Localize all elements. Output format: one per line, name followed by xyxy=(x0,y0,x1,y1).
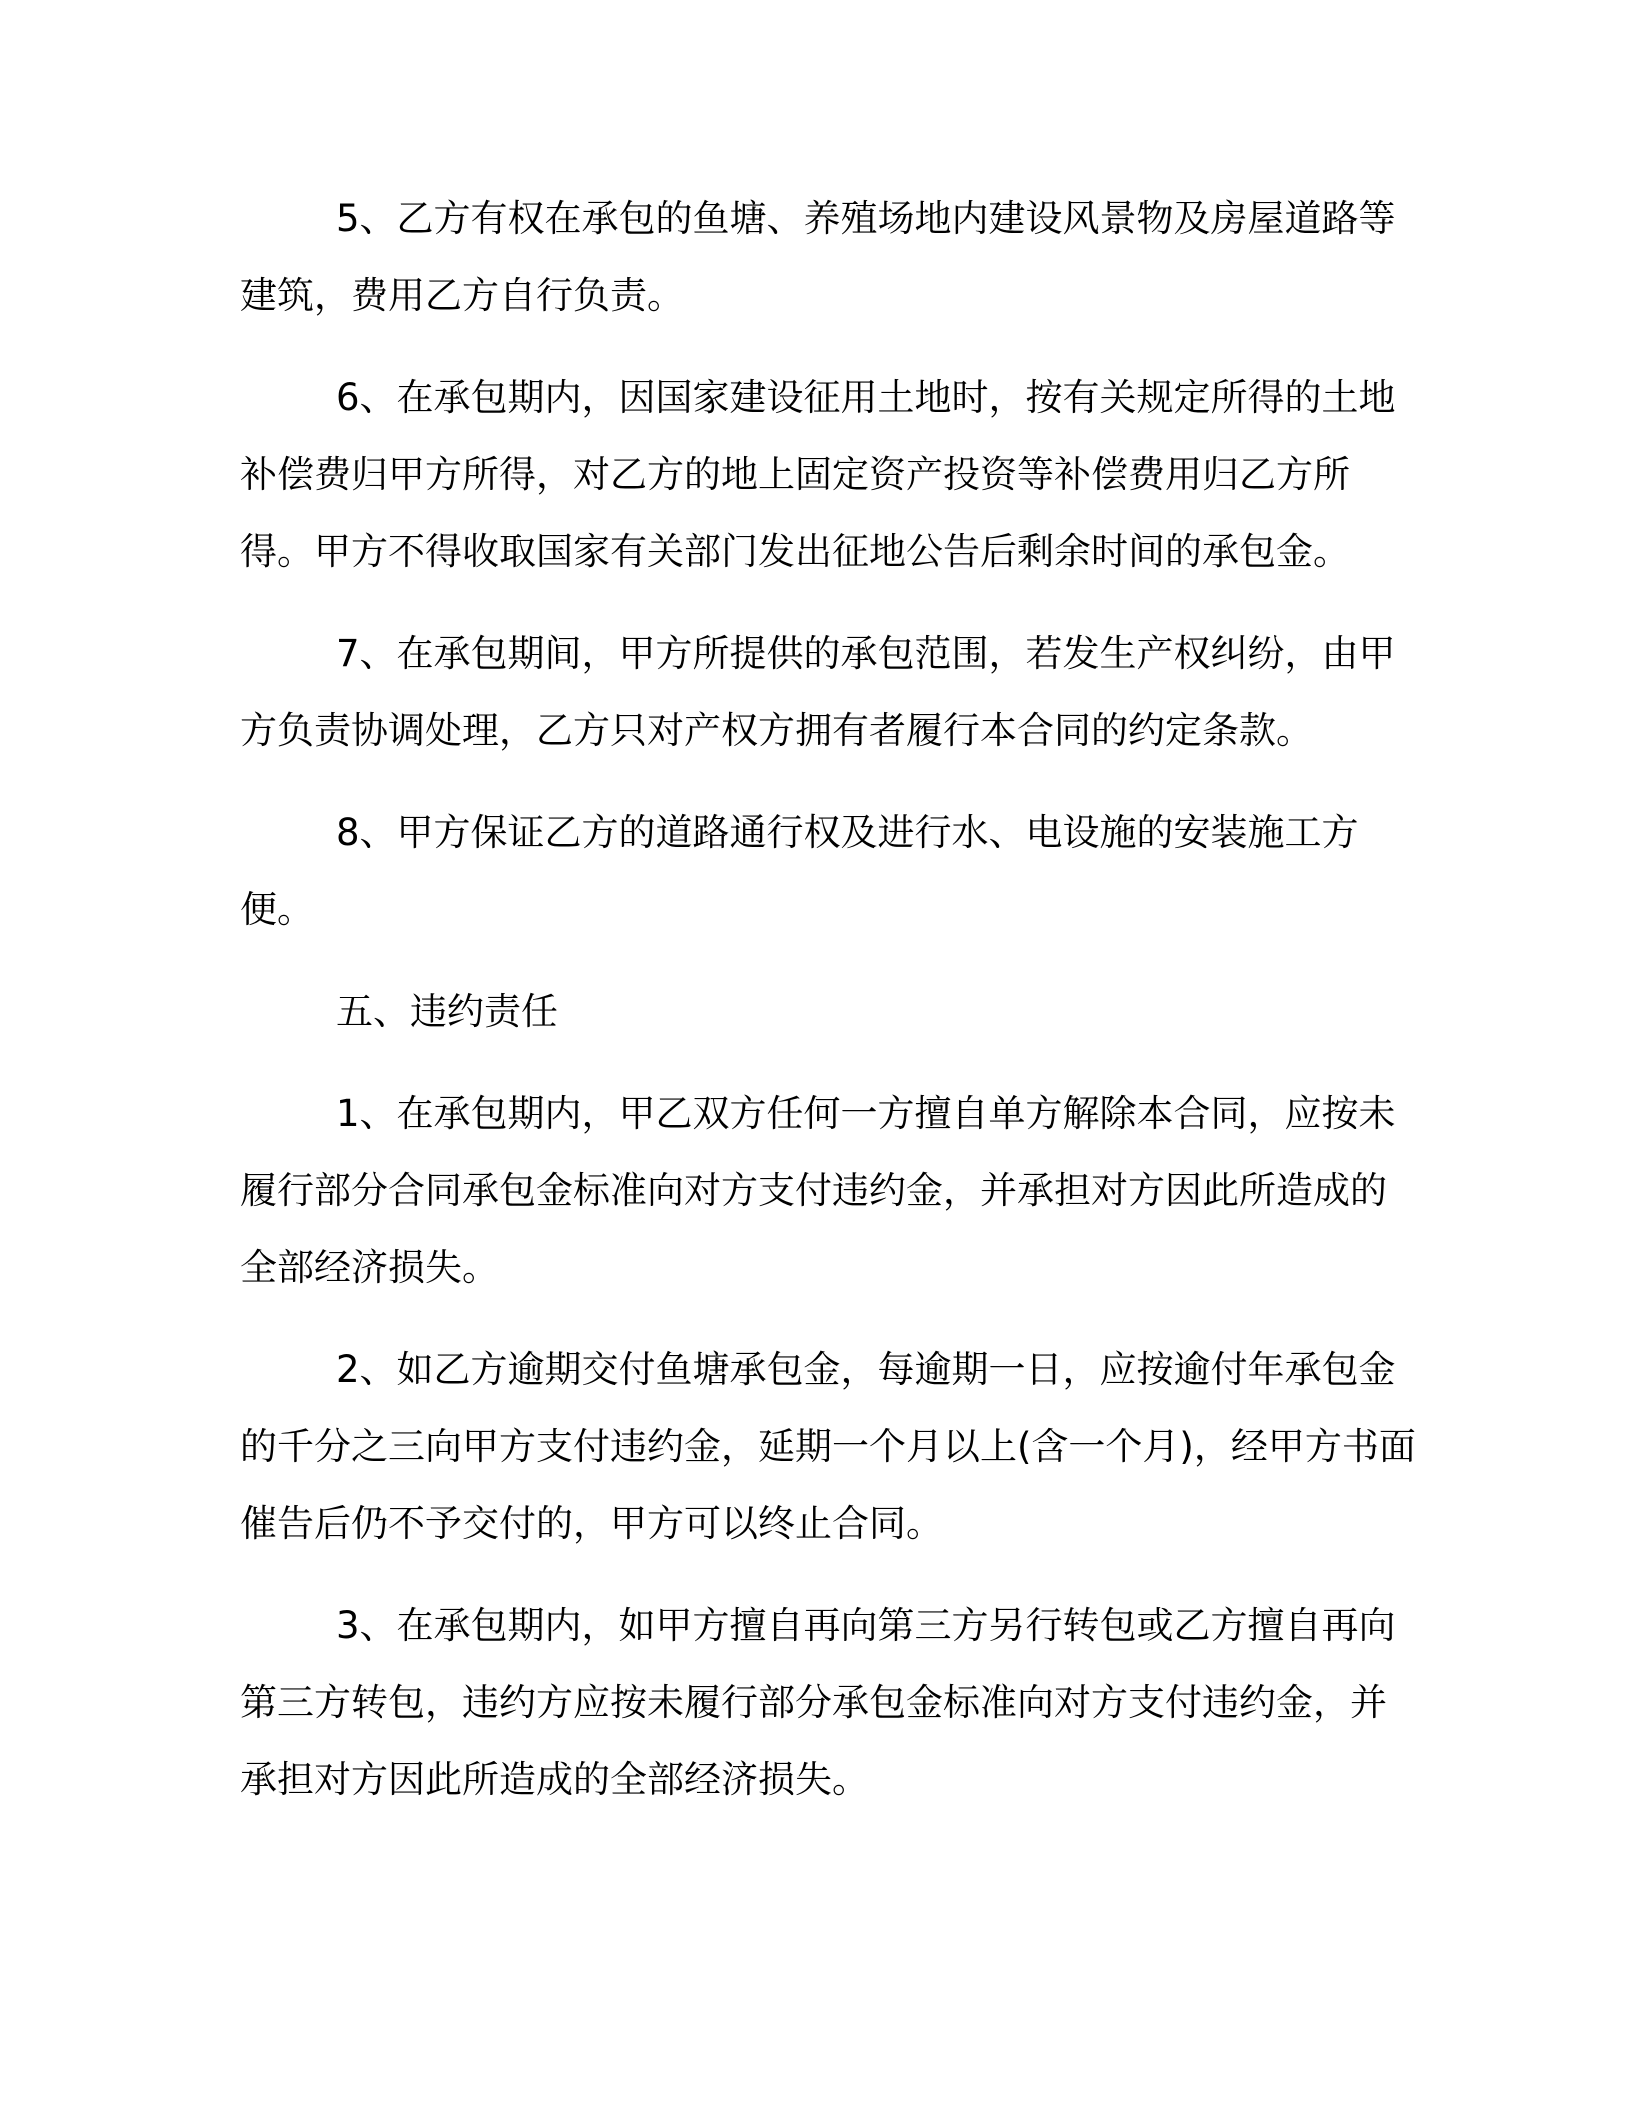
section-heading-breach-liability: 五、违约责任 xyxy=(336,990,558,1033)
clause-5: 5、乙方有权在承包的鱼塘、养殖场地内建设风景物及房屋道路等建筑，费用乙方自行负责。 xyxy=(240,197,1396,317)
breach-clause-2: 2、如乙方逾期交付鱼塘承包金，每逾期一日，应按逾付年承包金的千分之三向甲方支付违约金，延期一个月以上(含一个月)，经甲方书面催告后仍不予交付的，甲方可以终止合同。 xyxy=(240,1348,1416,1545)
clause-6: 6、在承包期内，因国家建设征用土地时，按有关规定所得的土地补偿费归甲方所得，对乙方的地上固定资产投资等补偿费用归乙方所得。甲方不得收取国家有关部门发出征地公告后剩余时间的承包金。 xyxy=(240,376,1396,573)
clause-7: 7、在承包期间，甲方所提供的承包范围，若发生产权纠纷，由甲方负责协调处理，乙方只对产权方拥有者履行本合同的约定条款。 xyxy=(240,632,1396,752)
breach-clause-1: 1、在承包期内，甲乙双方任何一方擅自单方解除本合同，应按未履行部分合同承包金标准向对方支付违约金，并承担对方因此所造成的全部经济损失。 xyxy=(240,1092,1396,1289)
breach-clause-3: 3、在承包期内，如甲方擅自再向第三方另行转包或乙方擅自再向第三方转包，违约方应按未履行部分承包金标准向对方支付违约金，并承担对方因此所造成的全部经济损失。 xyxy=(240,1604,1396,1801)
clause-8: 8、甲方保证乙方的道路通行权及进行水、电设施的安装施工方便。 xyxy=(240,811,1359,931)
document-body xyxy=(240,180,1420,1843)
